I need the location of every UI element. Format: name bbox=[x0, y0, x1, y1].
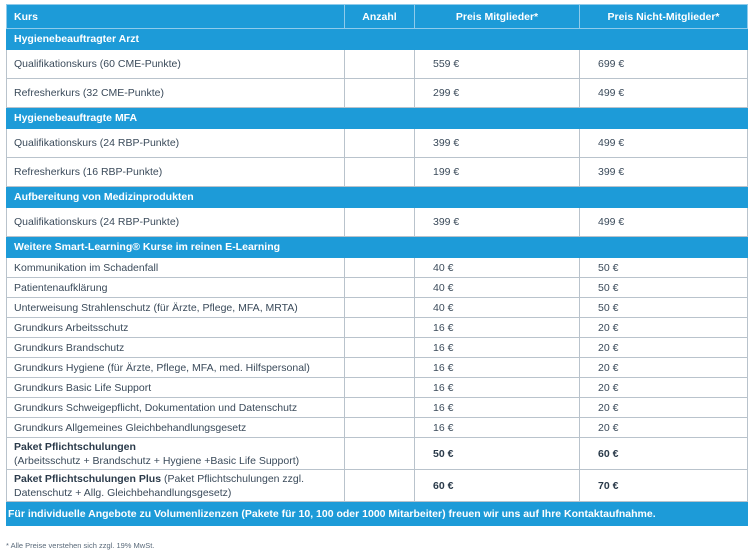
price-member: 16 € bbox=[415, 378, 580, 398]
quantity-cell[interactable] bbox=[345, 278, 415, 298]
price-member: 40 € bbox=[415, 278, 580, 298]
course-name: Grundkurs Basic Life Support bbox=[7, 378, 345, 398]
price-non-member: 499 € bbox=[580, 79, 748, 108]
package-row bbox=[7, 438, 748, 470]
price-member: 16 € bbox=[415, 338, 580, 358]
section-header-hygienebeauftragter-arzt bbox=[7, 29, 748, 50]
section-title: Hygienebeauftragte MFA bbox=[7, 108, 748, 129]
vat-footnote: * Alle Preise verstehen sich zzgl. 19% MwSt. bbox=[6, 541, 155, 550]
package-detail: (Arbeitsschutz + Brandschutz + Hygiene +Basic Life Support) bbox=[14, 454, 300, 467]
package-name: Paket Pflichtschulungen bbox=[14, 440, 136, 453]
price-non-member: 20 € bbox=[580, 318, 748, 338]
quantity-cell[interactable] bbox=[345, 298, 415, 318]
price-non-member: 50 € bbox=[580, 298, 748, 318]
table-row bbox=[7, 129, 748, 158]
table-row bbox=[7, 50, 748, 79]
quantity-cell[interactable] bbox=[345, 258, 415, 278]
price-member: 50 € bbox=[415, 438, 580, 470]
quantity-cell[interactable] bbox=[345, 418, 415, 438]
quantity-cell[interactable] bbox=[345, 378, 415, 398]
price-non-member: 50 € bbox=[580, 258, 748, 278]
section-header-smart-learning bbox=[7, 237, 748, 258]
table-row bbox=[7, 79, 748, 108]
volume-license-banner: Für individuelle Angebote zu Volumenlizenzen (Pakete für 10, 100 oder 1000 Mitarbeiter) freuen wir uns auf Ihre Kontaktaufnahme. bbox=[7, 502, 748, 526]
price-non-member: 20 € bbox=[580, 358, 748, 378]
price-member: 399 € bbox=[415, 129, 580, 158]
section-title: Weitere Smart-Learning® Kurse im reinen E-Learning bbox=[7, 237, 748, 258]
table-row bbox=[7, 278, 748, 298]
price-non-member: 20 € bbox=[580, 398, 748, 418]
header-preis-mitglieder: Preis Mitglieder* bbox=[415, 5, 580, 29]
section-title: Aufbereitung von Medizinprodukten bbox=[7, 187, 748, 208]
price-non-member: 20 € bbox=[580, 378, 748, 398]
price-non-member: 50 € bbox=[580, 278, 748, 298]
price-member: 399 € bbox=[415, 208, 580, 237]
course-name: Kommunikation im Schadenfall bbox=[7, 258, 345, 278]
volume-license-banner-row bbox=[7, 502, 748, 526]
package-description bbox=[7, 438, 345, 470]
section-header-hygienebeauftragte-mfa bbox=[7, 108, 748, 129]
course-name: Grundkurs Schweigepflicht, Dokumentation und Datenschutz bbox=[7, 398, 345, 418]
table-row bbox=[7, 208, 748, 237]
course-name: Refresherkurs (16 RBP-Punkte) bbox=[7, 158, 345, 187]
price-non-member: 499 € bbox=[580, 208, 748, 237]
table-row bbox=[7, 418, 748, 438]
price-member: 299 € bbox=[415, 79, 580, 108]
course-name: Refresherkurs (32 CME-Punkte) bbox=[7, 79, 345, 108]
course-name: Qualifikationskurs (60 CME-Punkte) bbox=[7, 50, 345, 79]
course-name: Grundkurs Brandschutz bbox=[7, 338, 345, 358]
course-name: Unterweisung Strahlenschutz (für Ärzte, Pflege, MFA, MRTA) bbox=[7, 298, 345, 318]
price-non-member: 499 € bbox=[580, 129, 748, 158]
quantity-cell[interactable] bbox=[345, 470, 415, 502]
price-member: 559 € bbox=[415, 50, 580, 79]
price-member: 60 € bbox=[415, 470, 580, 502]
price-member: 40 € bbox=[415, 258, 580, 278]
course-name: Qualifikationskurs (24 RBP-Punkte) bbox=[7, 129, 345, 158]
table-row bbox=[7, 158, 748, 187]
price-member: 16 € bbox=[415, 398, 580, 418]
quantity-cell[interactable] bbox=[345, 398, 415, 418]
course-name: Qualifikationskurs (24 RBP-Punkte) bbox=[7, 208, 345, 237]
price-member: 16 € bbox=[415, 418, 580, 438]
header-anzahl: Anzahl bbox=[345, 5, 415, 29]
price-non-member: 20 € bbox=[580, 338, 748, 358]
quantity-cell[interactable] bbox=[345, 438, 415, 470]
package-row bbox=[7, 470, 748, 502]
table-row bbox=[7, 338, 748, 358]
table-row bbox=[7, 298, 748, 318]
quantity-cell[interactable] bbox=[345, 318, 415, 338]
price-table bbox=[6, 4, 748, 526]
package-description bbox=[7, 470, 345, 502]
price-non-member: 70 € bbox=[580, 470, 748, 502]
price-member: 199 € bbox=[415, 158, 580, 187]
course-name: Grundkurs Allgemeines Gleichbehandlungsgesetz bbox=[7, 418, 345, 438]
course-name: Grundkurs Arbeitsschutz bbox=[7, 318, 345, 338]
table-row bbox=[7, 358, 748, 378]
section-title: Hygienebeauftragter Arzt bbox=[7, 29, 748, 50]
table-row bbox=[7, 318, 748, 338]
table-header-row bbox=[7, 5, 748, 29]
price-non-member: 60 € bbox=[580, 438, 748, 470]
header-kurs: Kurs bbox=[7, 5, 345, 29]
quantity-cell[interactable] bbox=[345, 208, 415, 237]
table-row bbox=[7, 258, 748, 278]
price-non-member: 399 € bbox=[580, 158, 748, 187]
quantity-cell[interactable] bbox=[345, 79, 415, 108]
quantity-cell[interactable] bbox=[345, 50, 415, 79]
quantity-cell[interactable] bbox=[345, 338, 415, 358]
package-name: Paket Pflichtschulungen Plus bbox=[14, 472, 162, 485]
quantity-cell[interactable] bbox=[345, 158, 415, 187]
course-name: Grundkurs Hygiene (für Ärzte, Pflege, MFA, med. Hilfspersonal) bbox=[7, 358, 345, 378]
section-header-aufbereitung-medizinprodukte bbox=[7, 187, 748, 208]
course-name: Patientenaufklärung bbox=[7, 278, 345, 298]
header-preis-nicht-mitglieder: Preis Nicht-Mitglieder* bbox=[580, 5, 748, 29]
price-non-member: 20 € bbox=[580, 418, 748, 438]
table-row bbox=[7, 378, 748, 398]
quantity-cell[interactable] bbox=[345, 129, 415, 158]
package-detail: (Paket Pflichtschulungen zzgl. Datenschutz + Allg. Gleichbehandlungsgesetz) bbox=[14, 472, 305, 499]
price-member: 16 € bbox=[415, 318, 580, 338]
table-row bbox=[7, 398, 748, 418]
price-non-member: 699 € bbox=[580, 50, 748, 79]
price-member: 40 € bbox=[415, 298, 580, 318]
quantity-cell[interactable] bbox=[345, 358, 415, 378]
price-member: 16 € bbox=[415, 358, 580, 378]
